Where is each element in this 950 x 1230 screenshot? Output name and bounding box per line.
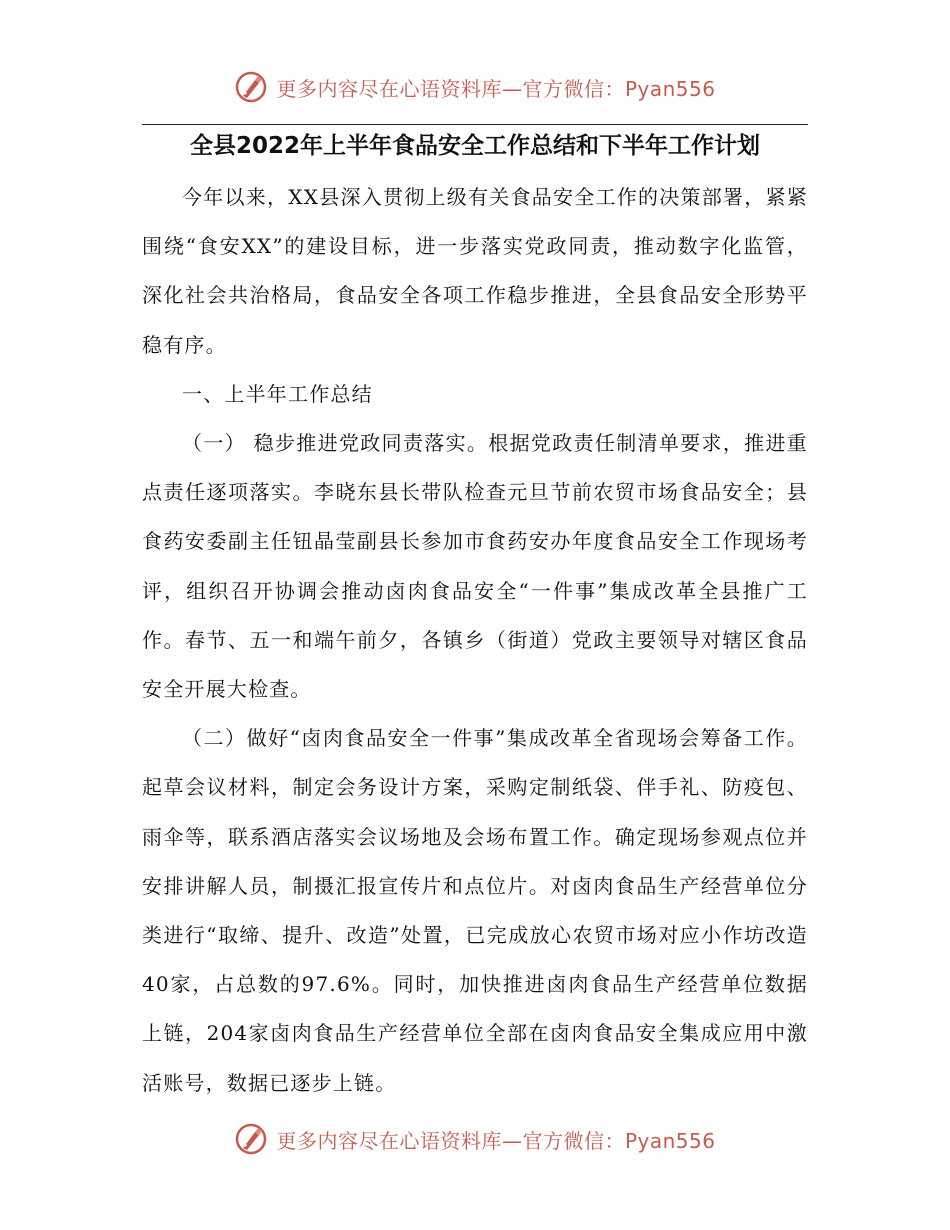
footer-watermark bbox=[0, 1122, 950, 1156]
section-heading: 一、上半年工作总结 bbox=[182, 381, 373, 406]
pen-nib-icon bbox=[234, 1122, 268, 1156]
header-watermark bbox=[0, 70, 950, 104]
document-body bbox=[142, 173, 808, 1108]
paragraph-item-2: （二）做好“卤肉食品安全一件事”集成改革全省现场会筹备工作。起草会议材料，制定会务设计方案，采购定制纸袋、伴手礼、防疫包、雨伞等，联系酒店落实会议场地及会场布置工作。确定现场参观点位并安排讲解人员，制摄汇报宣传片和点位片。对卤肉食品生产经营单位分类进行“取缔、提升、改造”处置，已完成放心农贸市场对应小作坊改造40家，占总数的97.6%。同时，加快推进卤肉食品生产经营单位数据上链，204家卤肉食品生产经营单位全部在卤肉食品安全集成应用中激活账号，数据已逐步上链。 bbox=[142, 726, 808, 1095]
paragraph-intro: 今年以来，XX县深入贯彻上级有关食品安全工作的决策部署，紧紧围绕“食安XX”的建设目标，进一步落实党政同责，推动数字化监管，深化社会共治格局，食品安全各项工作稳步推进，全县食品安全形势平稳有序。 bbox=[142, 185, 808, 357]
watermark-text: 更多内容尽在心语资料库—官方微信：Pyan556 bbox=[276, 76, 716, 101]
title-rule bbox=[142, 124, 808, 125]
pen-nib-icon bbox=[234, 70, 268, 104]
document-title: 全县2022年上半年食品安全工作总结和下半年工作计划 bbox=[189, 133, 760, 159]
paragraph-item-1: （一） 稳步推进党政同责落实。根据党政责任制清单要求，推进重点责任逐项落实。李晓东县长带队检查元旦节前农贸市场食品安全；县食药安委副主任钮晶莹副县长参加市食药安办年度食品安全工作现场考评，组织召开协调会推动卤肉食品安全“一件事”集成改革全县推广工作。春节、五一和端午前夕，各镇乡（街道）党政主要领导对辖区食品安全开展大检查。 bbox=[142, 431, 808, 702]
watermark-text: 更多内容尽在心语资料库—官方微信：Pyan556 bbox=[276, 1128, 716, 1153]
